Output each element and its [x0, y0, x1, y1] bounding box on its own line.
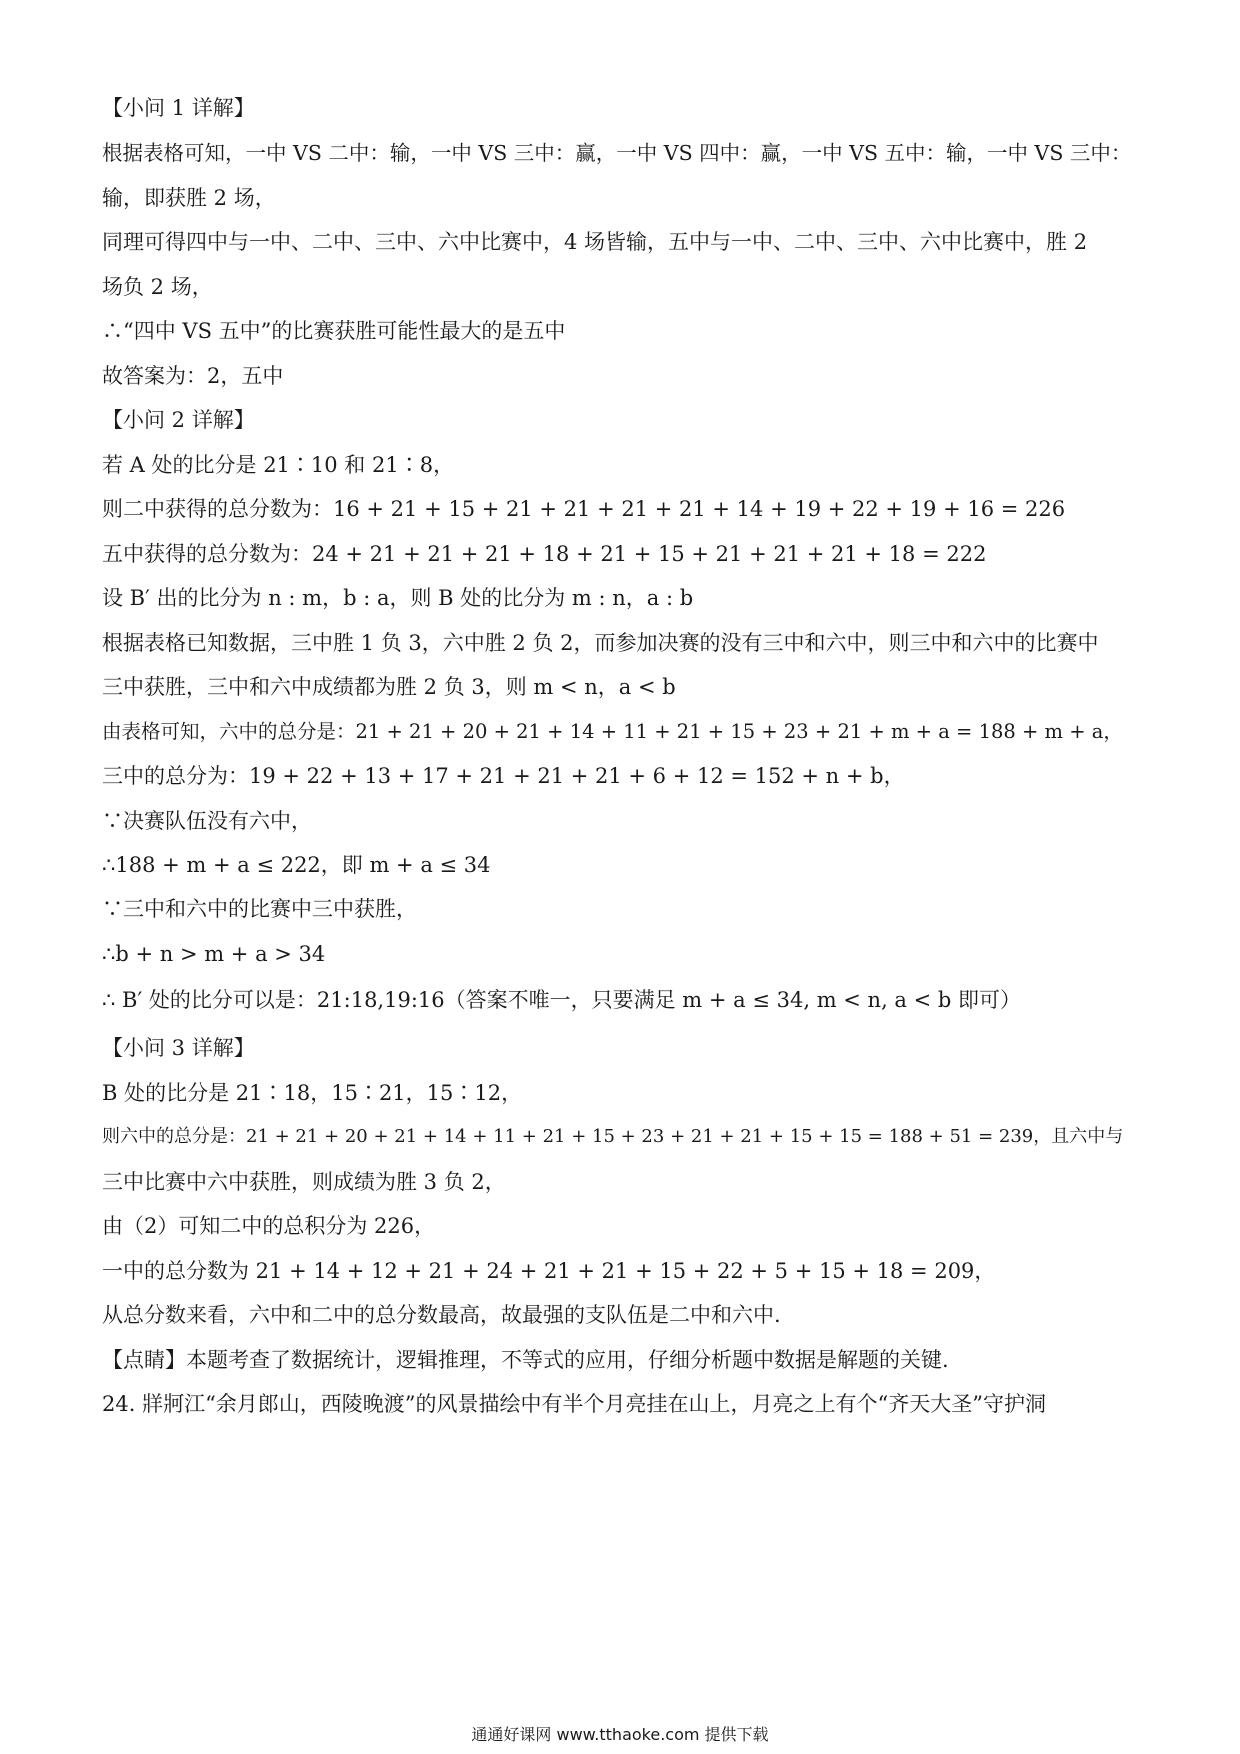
subquestion-1-heading: 【小问 1 详解】	[102, 96, 255, 120]
text-line: ∴“四中 VS 五中”的比赛获胜可能性最大的是五中	[102, 319, 566, 343]
text-line: ∵三中和六中的比赛中三中获胜，	[102, 897, 417, 921]
text-line: 由（2）可知二中的总积分为 226，	[102, 1214, 436, 1238]
formula-line: ∴188 + m + a ≤ 222，即 m + a ≤ 34	[102, 853, 491, 877]
next-question-line: 24. 牂牁江“余月郎山，西陵晚渡”的风景描绘中有半个月亮挂在山上，月亮之上有个“齐天大圣”守护洞	[102, 1392, 1047, 1416]
text-line: 同理可得四中与一中、二中、三中、六中比赛中，4 场皆输，五中与一中、二中、三中、六中比赛中，胜 2	[102, 230, 1088, 254]
formula-line: 三中的总分为：19 + 22 + 13 + 17 + 21 + 21 + 21 + 6 + 12 = 152 + n + b，	[102, 764, 905, 788]
text-line: 场负 2 场，	[102, 275, 213, 299]
subquestion-2-heading: 【小问 2 详解】	[102, 408, 255, 432]
answer-line: 故答案为：2，五中	[102, 364, 284, 388]
formula-line: 五中获得的总分数为：24 + 21 + 21 + 21 + 18 + 21 + 15 + 21 + 21 + 21 + 18 = 222	[102, 542, 987, 566]
formula-line: ∴b + n > m + a > 34	[102, 942, 326, 966]
text-line: 根据表格可知，一中 VS 二中：输，一中 VS 三中：赢，一中 VS 四中：赢，一中 VS 五中：输，一中 VS 三中：	[102, 141, 1132, 165]
text-line: 输，即获胜 2 场，	[102, 186, 276, 210]
formula-line: 由表格可知，六中的总分是：21 + 21 + 20 + 21 + 14 + 11 + 21 + 15 + 23 + 21 + m + a = 188 + m + a，	[102, 720, 1123, 743]
footer-watermark: 通通好课网 www.tthaoke.com 提供下载	[471, 1725, 769, 1744]
text-line: B 处的比分是 21∶18，15∶21，15∶12，	[102, 1081, 523, 1105]
formula-line: 则二中获得的总分数为：16 + 21 + 15 + 21 + 21 + 21 + 21 + 14 + 19 + 22 + 19 + 16 = 226	[102, 497, 1066, 521]
text-line: 若 A 处的比分是 21∶10 和 21∶8，	[102, 453, 455, 477]
text-line: 根据表格已知数据，三中胜 1 负 3，六中胜 2 负 2，而参加决赛的没有三中和六中，则三中和六中的比赛中	[102, 631, 1099, 655]
formula-line: 设 B′ 出的比分为 n : m，b : a，则 B 处的比分为 m : n，a : b	[102, 586, 694, 610]
remark-line: 【点睛】本题考查了数据统计，逻辑推理，不等式的应用，仔细分析题中数据是解题的关键.	[102, 1348, 949, 1372]
text-line: 三中比赛中六中获胜，则成绩为胜 3 负 2，	[102, 1170, 506, 1194]
text-line: 三中获胜，三中和六中成绩都为胜 2 负 3，则 m < n，a < b	[102, 675, 676, 699]
formula-line: 则六中的总分是：21 + 21 + 20 + 21 + 14 + 11 + 21 + 15 + 23 + 21 + 21 + 15 + 15 = 188 + 51 = 239，且六中与	[102, 1126, 1124, 1147]
formula-line: 一中的总分数为 21 + 14 + 12 + 21 + 24 + 21 + 21 + 15 + 22 + 5 + 15 + 18 = 209，	[102, 1259, 996, 1283]
text-line: 从总分数来看，六中和二中的总分数最高，故最强的支队伍是二中和六中.	[102, 1303, 781, 1327]
text-line: ∵决赛队伍没有六中，	[102, 809, 312, 833]
formula-line: ∴ B′ 处的比分可以是：21:18,19:16（答案不唯一，只要满足 m + a ≤ 34, m < n, a < b 即可）	[102, 988, 1022, 1012]
subquestion-3-heading: 【小问 3 详解】	[102, 1036, 255, 1060]
